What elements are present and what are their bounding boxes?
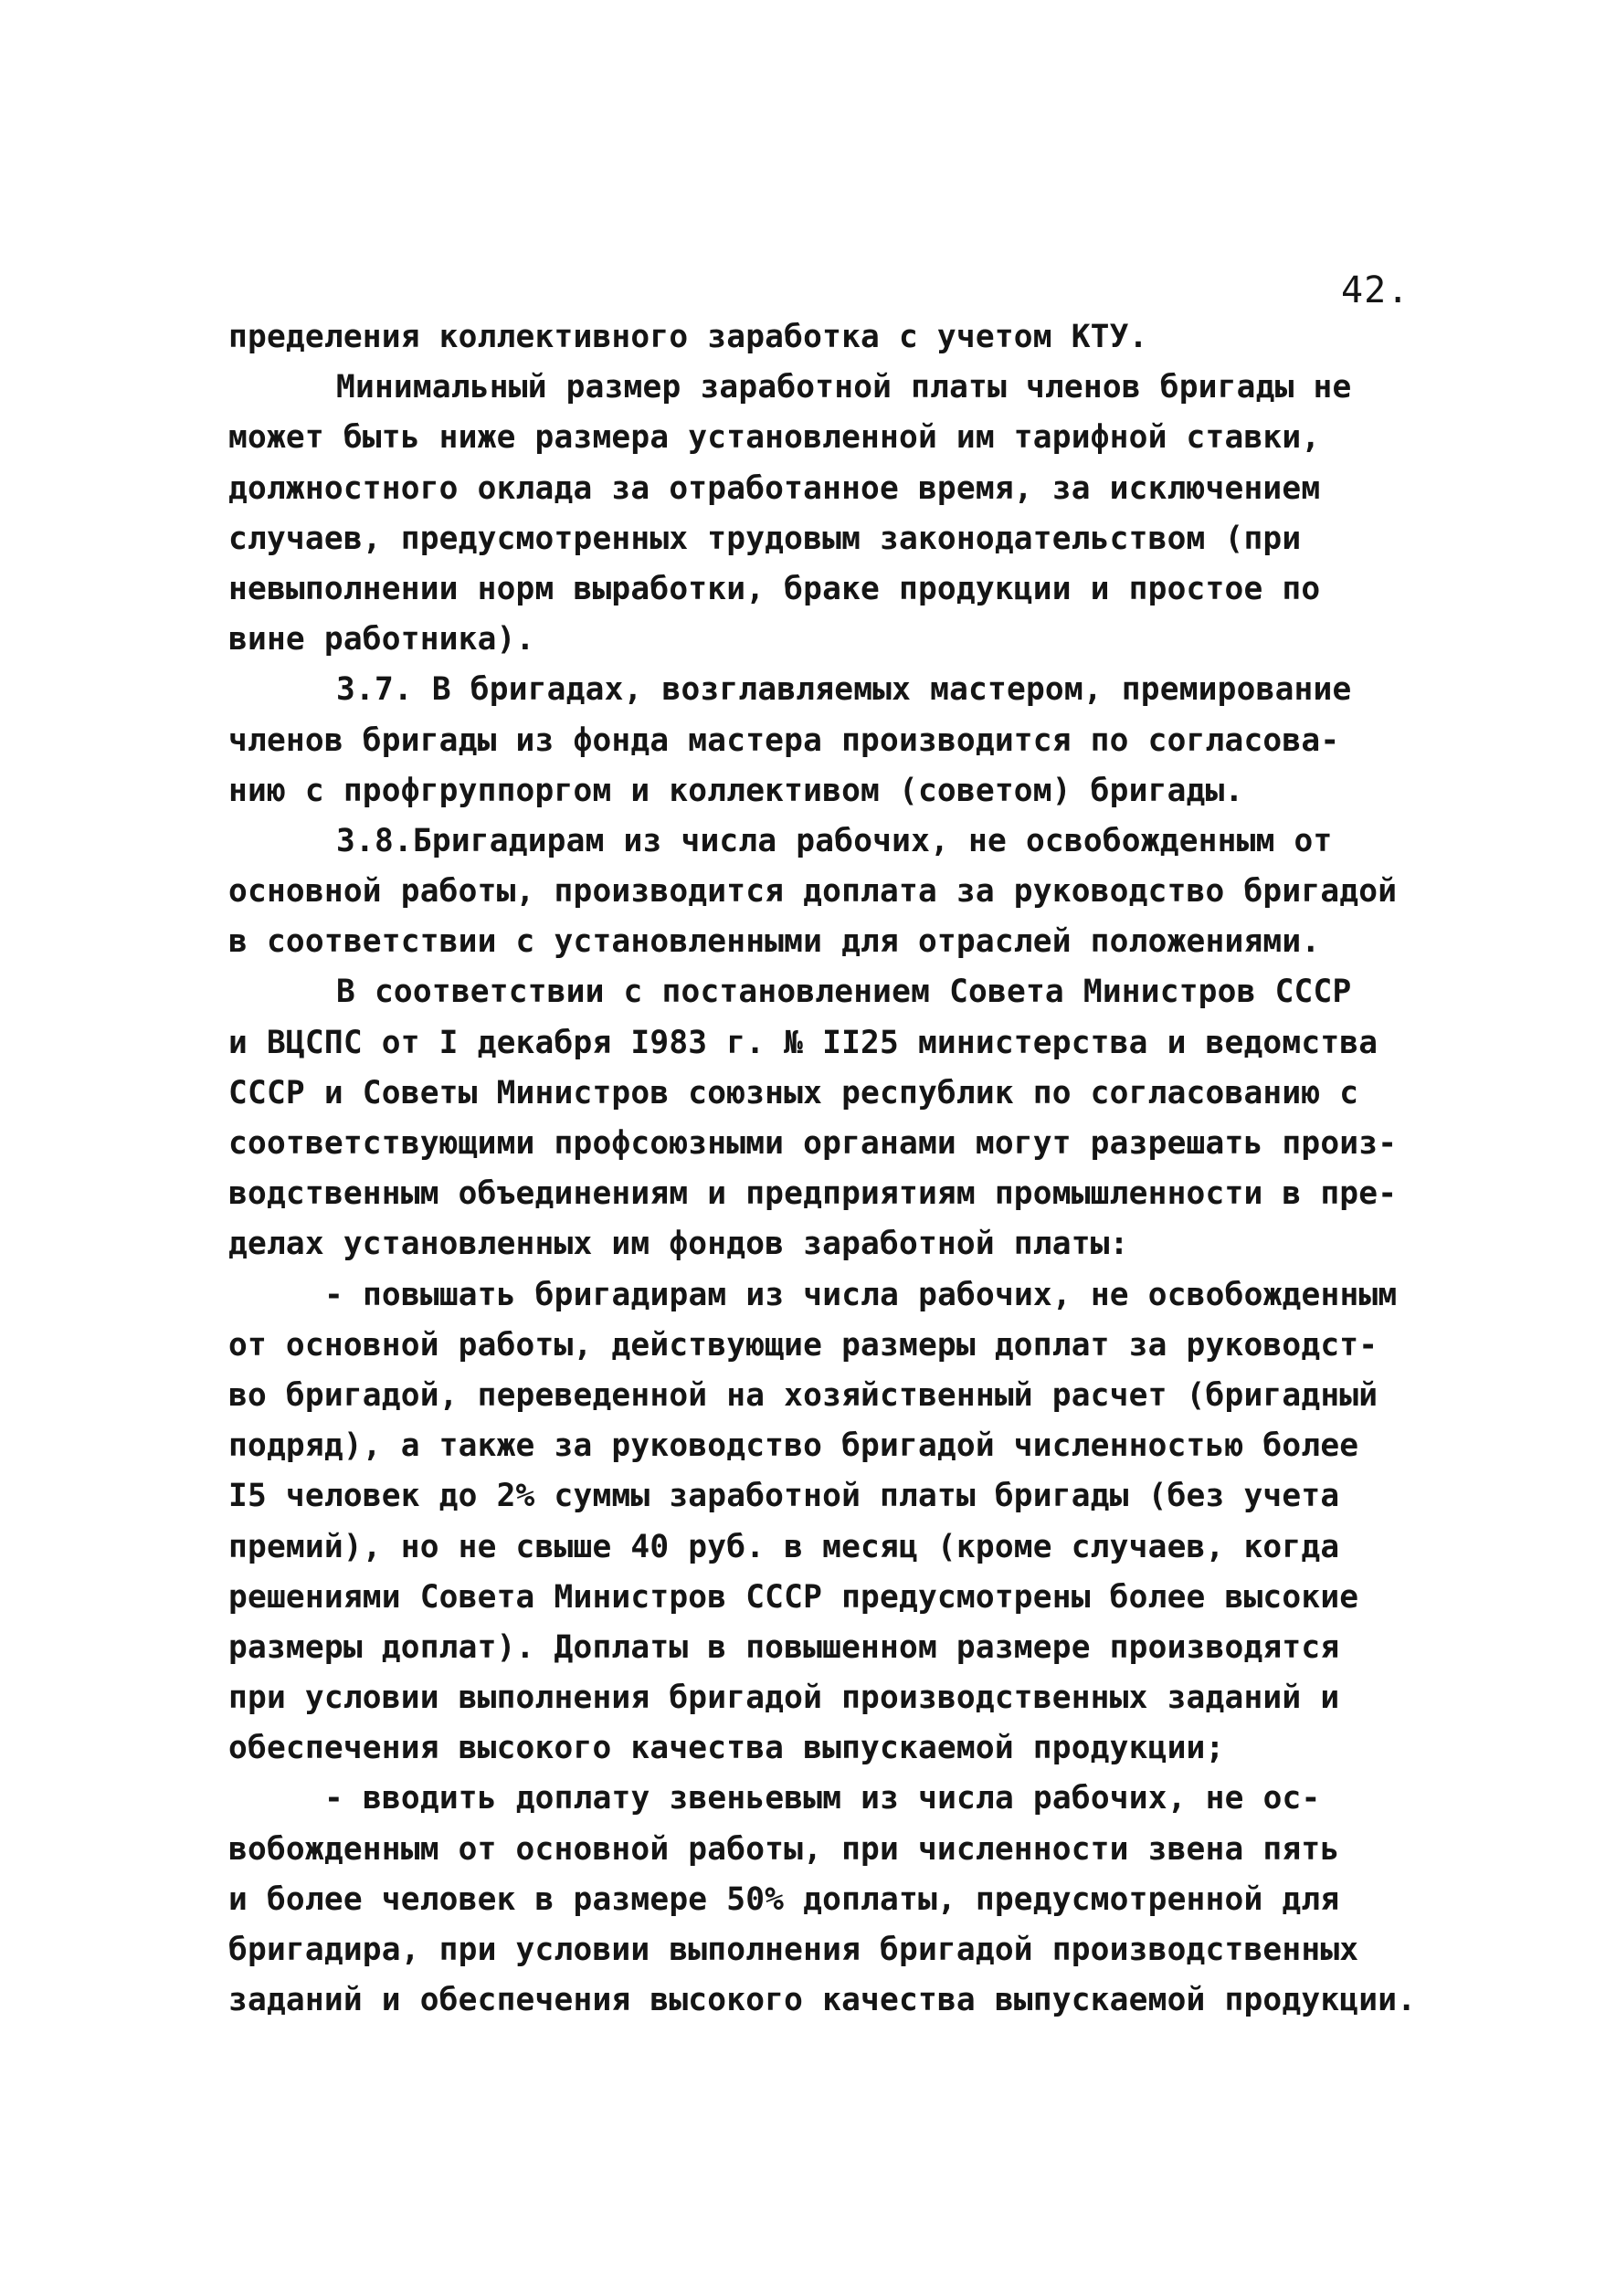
text-line: и более человек в размере 50% доплаты, предусмотренной для (228, 1880, 1340, 1918)
text-line: В соответствии с постановлением Совета Министров СССР (336, 974, 1352, 1011)
text-line: СССР и Советы Министров союзных республик по согласованию с (228, 1074, 1359, 1111)
page-number: 42. (1341, 269, 1410, 311)
text-line: бригадира, при условии выполнения бригадой производственных (228, 1932, 1359, 1968)
text-line: водственным объединениям и предприятиям промышленности в пре- (228, 1175, 1398, 1213)
text-line: подряд), а также за руководство бригадой численностью более (228, 1427, 1359, 1465)
text-line: решениями Совета Министров СССР предусмотрены более высокие (228, 1578, 1359, 1616)
text-line: заданий и обеспечения высокого качества выпускаемой продукции. (228, 1982, 1417, 2019)
text-line: при условии выполнения бригадой производственных заданий и (228, 1680, 1340, 1717)
text-line: соответствующими профсоюзными органами могут разрешать произ- (228, 1125, 1398, 1162)
text-line: вобожденным от основной работы, при численности звена пять (228, 1830, 1340, 1868)
text-line: членов бригады из фонда мастера производится по согласова- (228, 721, 1340, 759)
text-line: вине работника). (228, 621, 535, 658)
text-line: в соответствии с установленными для отраслей положениями. (228, 923, 1321, 961)
text-line: должностного оклада за отработанное время, за исключением (228, 469, 1321, 507)
text-line: Минимальный размер заработной платы членов бригады не (336, 369, 1352, 406)
text-line: случаев, предусмотренных трудовым законодательством (при (228, 520, 1302, 557)
text-line: нию с профгруппоргом и коллективом (советом) бригады. (228, 772, 1244, 809)
text-line: размеры доплат). Доплаты в повышенном размере производятся (228, 1628, 1340, 1666)
text-line: 3.7. В бригадах, возглавляемых мастером, премирование (336, 671, 1352, 709)
text-line: невыполнении норм выработки, браке продукции и простое по (228, 570, 1321, 607)
text-line: пределения коллективного заработка с учетом КТУ. (228, 319, 1148, 355)
text-line: основной работы, производится доплата за руководство бригадой (228, 873, 1398, 911)
text-line: - вводить доплату звеньевым из числа рабочих, не ос- (324, 1780, 1321, 1817)
text-line: от основной работы, действующие размеры доплат за руководст- (228, 1326, 1378, 1364)
text-line: обеспечения высокого качества выпускаемой продукции; (228, 1730, 1225, 1767)
text-line: 3.8.Бригадирам из числа рабочих, не освобожденным от (336, 822, 1333, 859)
text-line: может быть ниже размера установленной им тарифной ставки, (228, 419, 1321, 457)
text-line: - повышать бригадирам из числа рабочих, не освобожденным (324, 1276, 1398, 1313)
body-text (228, 312, 1526, 2026)
text-line: премий), но не свыше 40 руб. в месяц (кроме случаев, когда (228, 1528, 1340, 1565)
text-line: во бригадой, переведенной на хозяйственный расчет (бригадный (228, 1376, 1378, 1414)
text-line: I5 человек до 2% суммы заработной платы бригады (без учета (228, 1478, 1340, 1515)
text-line: и ВЦСПС от I декабря I983 г. № II25 министерства и ведомства (228, 1024, 1378, 1061)
text-line: делах установленных им фондов заработной платы: (228, 1226, 1129, 1263)
